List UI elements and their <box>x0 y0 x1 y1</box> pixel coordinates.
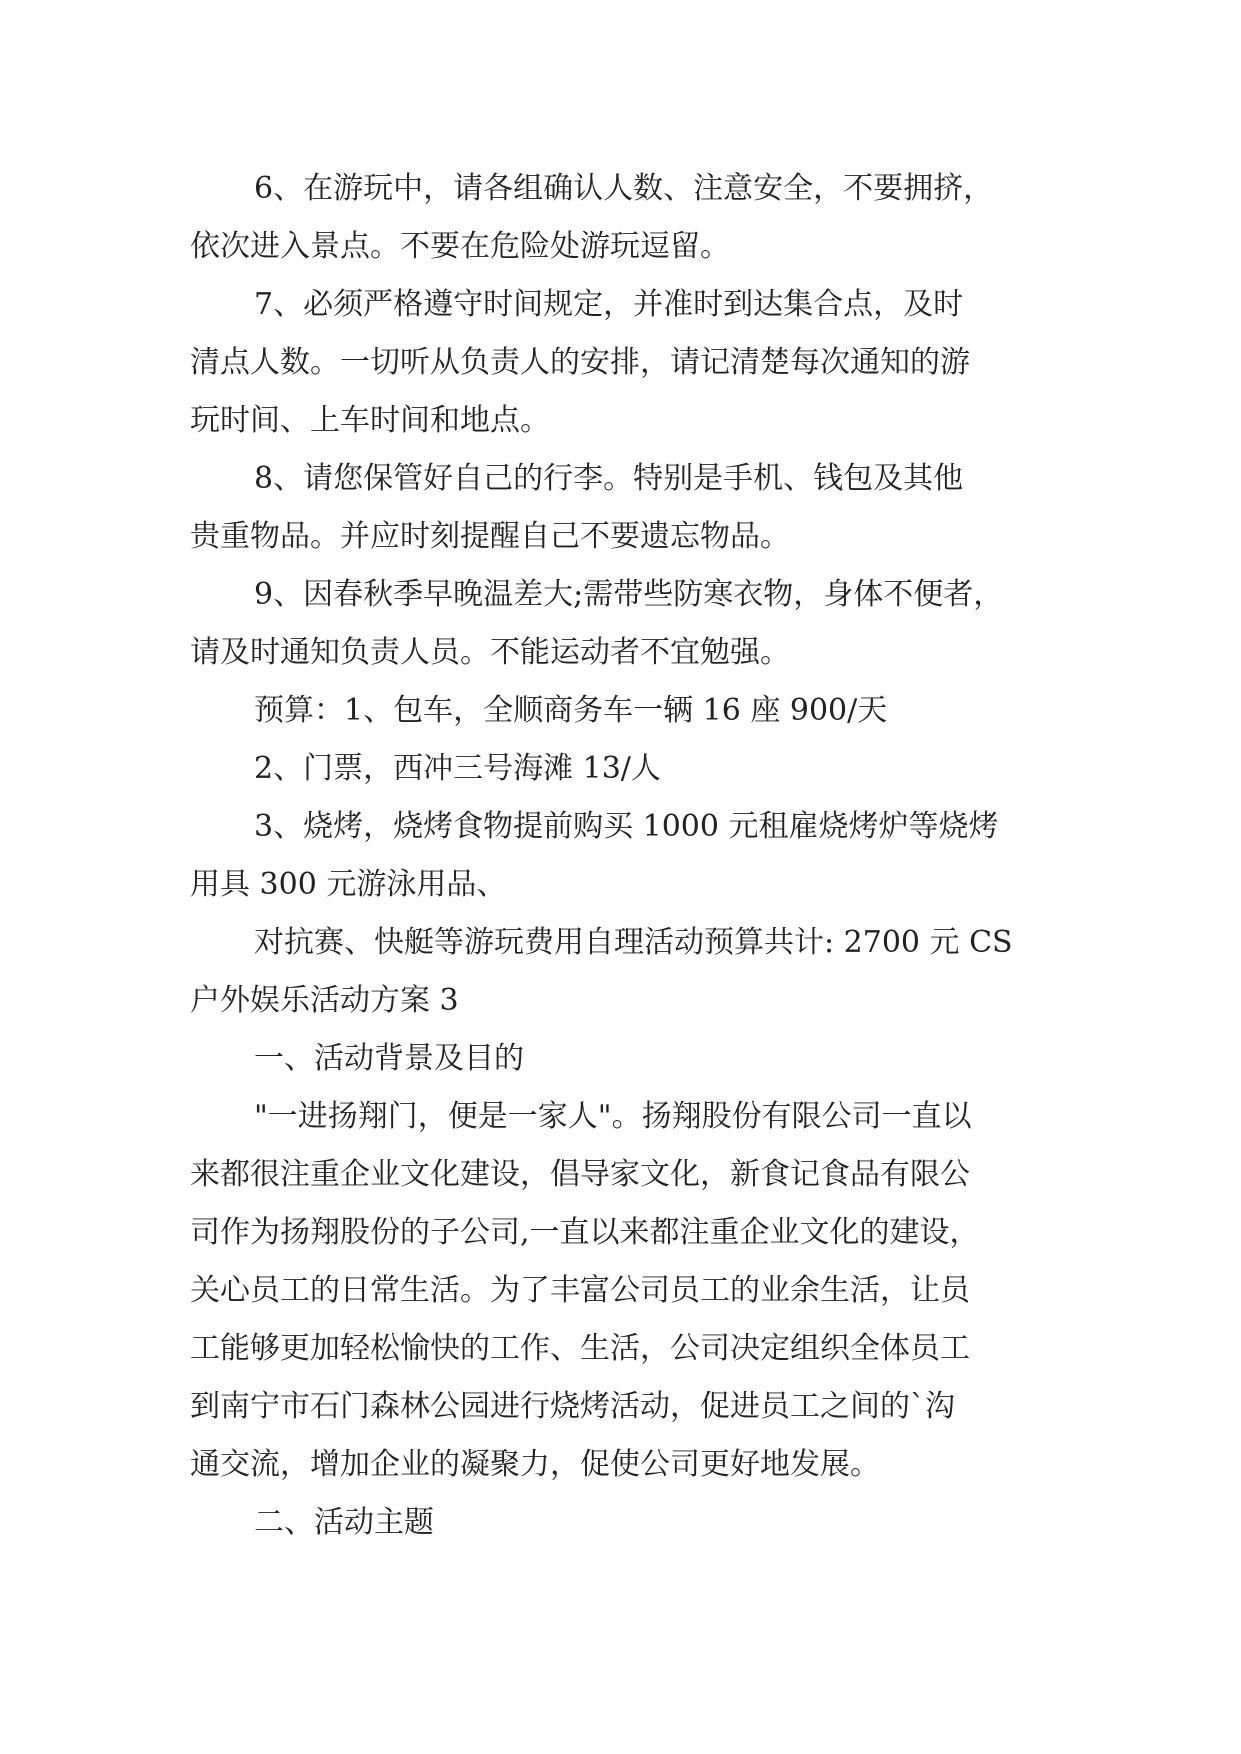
text-line: 预算：1、包车，全顺商务车一辆 16 座 900/天 <box>254 693 888 728</box>
text-line: 户外娱乐活动方案 3 <box>190 983 459 1018</box>
text-line: 工能够更加轻松愉快的工作、生活，公司决定组织全体员工 <box>190 1331 970 1366</box>
text-line: 3、烧烤，烧烤食物提前购买 1000 元租雇烧烤炉等烧烤 <box>254 809 999 844</box>
text-line: 关心员工的日常生活。为了丰富公司员工的业余生活，让员 <box>190 1273 970 1308</box>
section-heading: 二、活动主题 <box>254 1505 434 1540</box>
text-line: 贵重物品。并应时刻提醒自己不要遗忘物品。 <box>190 519 790 554</box>
text-line: 玩时间、上车时间和地点。 <box>190 403 550 438</box>
text-line: 来都很注重企业文化建设，倡导家文化，新食记食品有限公 <box>190 1157 970 1192</box>
text-line: 通交流，增加企业的凝聚力，促使公司更好地发展。 <box>190 1447 880 1482</box>
text-line: 8、请您保管好自己的行李。特别是手机、钱包及其他 <box>254 461 964 496</box>
text-line: 依次进入景点。不要在危险处游玩逗留。 <box>190 229 730 264</box>
text-line: 7、必须严格遵守时间规定，并准时到达集合点，及时 <box>254 287 964 322</box>
text-line: 清点人数。一切听从负责人的安排，请记清楚每次通知的游 <box>190 345 970 380</box>
text-line: 对抗赛、快艇等游玩费用自理活动预算共计: 2700 元 CS <box>254 925 1013 960</box>
text-line: 司作为扬翔股份的子公司,一直以来都注重企业文化的建设， <box>190 1215 980 1250</box>
text-line: 2、门票，西冲三号海滩 13/人 <box>254 751 661 786</box>
text-line: 9、因春秋季早晚温差大;需带些防寒衣物，身体不便者， <box>254 577 1004 612</box>
text-line: 用具 300 元游泳用品、 <box>190 867 507 902</box>
document-body <box>190 160 1050 1552</box>
text-line: 到南宁市石门森林公园进行烧烤活动，促进员工之间的`沟 <box>190 1389 955 1424</box>
text-line: 请及时通知负责人员。不能运动者不宜勉强。 <box>190 635 790 670</box>
text-line: "一进扬翔门，便是一家人"。扬翔股份有限公司一直以 <box>254 1099 972 1134</box>
text-line: 6、在游玩中，请各组确认人数、注意安全，不要拥挤， <box>254 171 994 206</box>
section-heading: 一、活动背景及目的 <box>254 1041 524 1076</box>
